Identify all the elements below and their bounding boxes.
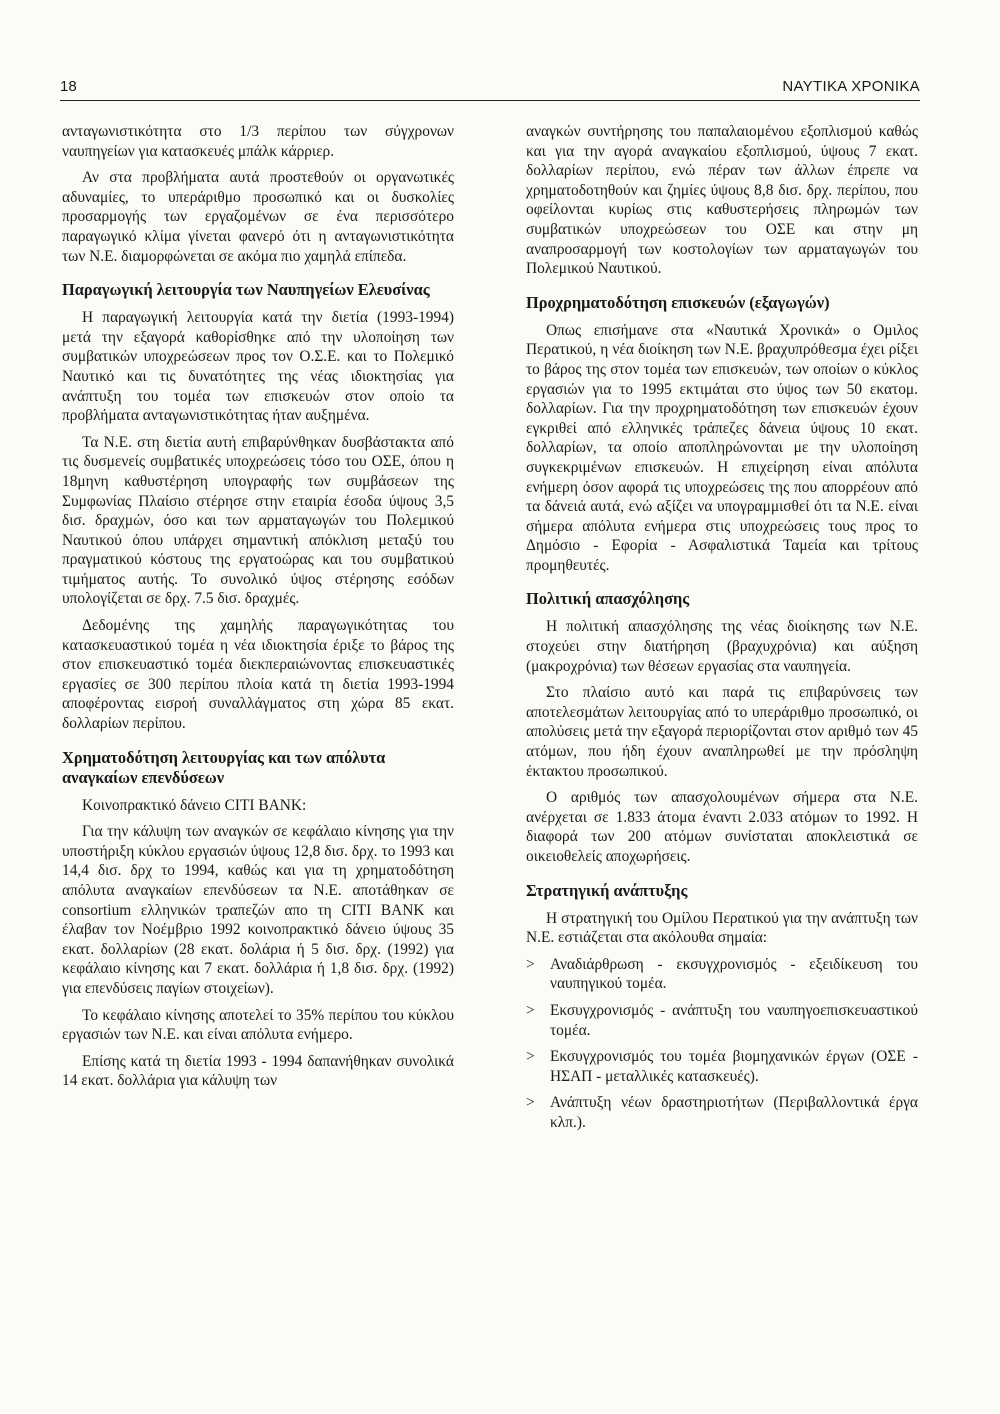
paragraph: Η πολιτική απασχόλησης της νέας διοίκησης των Ν.Ε. στοχεύει στην διατήρηση (βραχυχρόνια) και αύξηση (μακροχρόνια) των θέσεων εργασίας στα ναυπηγεία.: [526, 618, 918, 675]
paragraph: Για την κάλυψη των αναγκών σε κεφάλαιο κίνησης για την υποστήριξη κύκλου εργασιών ύψους 12,8 δισ. δρχ. το 1993 και 14,4 δισ. δρχ το 1994, καθώς και για τη χρηματοδότηση απόλυτα αναγκαίων επενδύσεων τα Ν.Ε. αποτάθηκαν σε consortium ελληνικών τραπεζών απο τη CITI BANK και έλαβαν τον Νοέμβριο 1992 κοινοπρακτικό δάνειο ύψους 35 εκατ. δολλαρίων (28 εκατ. δολάρια ή 5 δισ. δρχ. (1992) για κεφάλαιο κίνησης και 7 εκατ. δολλάρια ή 1,8 δισ. δρχ. (1992) για επενδύσεις παγίων στοιχείων).: [62, 823, 454, 997]
paragraph: Τα Ν.Ε. στη διετία αυτή επιβαρύνθηκαν δυσβάστακτα από τις δυσμενείς συμβατικές υποχρεώσεις τόσο του ΟΣΕ, όπου η 18μηνη καθυστέρηση υπογραφής των συμβάσεων της Συμφωνίας Πλαίσιο στέρησε στην εταιρία έσοδα ύψους 3,5 δισ. δραχμών, όσο και των αρματαγωγών του Πολεμικού Ναυτικού όπου υπάρχει σημαντική απόκλιση μεταξύ του πραγματικού κόστους της εργατοώρας και του συμβατικού τιμήματος αυτής. Το συνολικό ύψος στέρησης εσόδων υπολογίζεται σε δρχ. 7.5 δισ. δραχμές.: [62, 433, 454, 608]
list-item: [526, 1093, 918, 1132]
list-item: [526, 1047, 918, 1086]
bullet-marker: >: [526, 1048, 535, 1066]
list-item-text: Αναδιάρθρωση - εκσυγχρονισμός - εξειδίκευση του ναυπηγικού τομέα.: [550, 955, 918, 993]
paragraph: Δεδομένης της χαμηλής παραγωγικότητας του κατασκευαστικού τομέα η νέα ιδιοκτησία έριξε το βάρος της στον επισκευαστικό τομέα διεκπεραιώνοντας επισκευαστικές εργασίες σε 300 περίπου πλοία κατά τη διετία 1993-1994 αποφέροντας εισροή συναλλάγματος στη χώρα 85 εκατ. δολλαρίων περίπου.: [62, 617, 454, 733]
strategy-list: [526, 955, 918, 1133]
paragraph: αναγκών συντήρησης του παπαλαιομένου εξοπλισμού καθώς και για την αγορά αναγκαίου εξοπλισμού, ύψους 7 εκατ. δολλαρίων περίπου, ενώ πέραν των άλλων έπρεπε να χρηματοδοτηθούν και ζημίες ύψους 8,8 δισ. δρχ. περίπου, που οφείλονται κυρίως στις καθυστερήσεις πληρωμών των συμβατικών υποχρεώσεων του ΟΣΕ και στην μη αναπροσαρμογή των κοστολογίων των αρματαγωγών του Πολεμικού Ναυτικού.: [526, 123, 918, 278]
list-item-text: Ανάπτυξη νέων δραστηριοτήτων (Περιβαλλοντικά έργα κλπ.).: [550, 1094, 918, 1131]
paragraph: Κοινοπρακτικό δάνειο CITI BANK:: [82, 796, 307, 814]
paragraph: Αν στα προβλήματα αυτά προστεθούν οι οργανωτικές αδυναμίες, το υπεράριθμο προσωπικό και οι δυσκολίες προσαρμογής των εργαζομένων σε ένα περισσότερο παραγωγικό κλίμα γίνεται φανερό ότι η ανταγωνιστικότητα των Ν.Ε. διαμορφώνεται σε ακόμα πιο χαμηλά επίπεδα.: [62, 169, 454, 265]
bullet-marker: >: [526, 955, 535, 973]
section-heading: Παραγωγική λειτουργία των Ναυπηγείων Ελευσίνας: [62, 280, 430, 300]
section-heading: Στρατηγική ανάπτυξης: [526, 880, 688, 900]
paragraph: Η στρατηγική του Ομίλου Περατικού για την ανάπτυξη των Ν.Ε. εστιάζεται στα ακόλουθα σημαία:: [526, 909, 918, 947]
section-heading: Προχρηματοδότηση επισκευών (εξαγωγών): [526, 292, 830, 312]
list-item: [526, 955, 918, 994]
paragraph: Το κεφάλαιο κίνησης αποτελεί το 35% περίπου του κύκλου εργασιών των Ν.Ε. και είναι απόλυτα ενήμερο.: [62, 1006, 454, 1044]
paragraph: ανταγωνιστικότητα στο 1/3 περίπου των σύγχρονων ναυπηγείων για κατασκευές μπάλκ κάρριερ.: [62, 123, 454, 160]
paragraph: Επίσης κατά τη διετία 1993 - 1994 δαπανήθηκαν συνολικά 14 εκατ. δολλάρια για κάλυψη των: [62, 1052, 454, 1090]
section-heading: Πολιτική απασχόλησης: [526, 589, 690, 609]
paragraph: Στο πλαίσιο αυτό και παρά τις επιβαρύνσεις των αποτελεσμάτων λειτουργίας από το υπεράριθμο προσωπικό, οι απολύσεις μετά την εξαγορά περιορίζονται στον αριθμό των 45 ατόμων, που ήδη έχουν αναπληρωθεί με την πρόσληψη έκτακτου προσωπικού.: [526, 684, 918, 780]
page-header: [60, 76, 920, 101]
right-column: [526, 122, 918, 1140]
journal-title: ΝΑΥΤΙΚΑ ΧΡΟΝΙΚΑ: [782, 78, 920, 95]
left-column: [62, 122, 454, 1098]
list-item: [526, 1001, 918, 1040]
paragraph: Ο αριθμός των απασχολουμένων σήμερα στα Ν.Ε. ανέρχεται σε 1.833 άτομα έναντι 2.033 ατόμων το 1992. Η διαφορά των 200 ατόμων συνίσταται αποκλειστικά σε οικειοθελείς αποχωρήσεις.: [526, 789, 918, 865]
bullet-marker: >: [526, 1094, 535, 1112]
list-item-text: Εκσυγχρονισμός - ανάπτυξη του ναυπηγοεπισκευαστικού τομέα.: [550, 1001, 918, 1039]
section-heading: Χρηματοδότηση λειτουργίας και των απόλυτα αναγκαίων επενδύσεων: [62, 747, 386, 787]
paragraph: Οπως επισήμανε στα «Ναυτικά Χρονικά» ο Ομιλος Περατικού, η νέα διοίκηση των Ν.Ε. βραχυπρόθεσμα έχει ρίξει το βάρος της στον τομέα των επισκευών, των οποίων ο κύκλος εργασιών για το 1995 εκτιμάται στο ύψος των 50 εκατομ. δολλαρίων. Για την προχρηματοδότηση των επισκευών έχουν εγκριθεί από ελληνικές τράπεζες δάνεια ύψους 10 εκατ. δολλαρίων, τα οποίο αποπληρώνονται με την υλοποίηση συγκεκριμένων επισκευών. Η επιχείρηση είναι απόλυτα ενήμερη όσον αφορά τις υποχρεώσεις της που απορρέουν από τα δάνειά αυτά, ενώ αξίζει να υπογραμμισθεί ότι τα Ν.Ε. είναι σήμερα απόλυτα ενήμερα στις υποχρεώσεις τους προς το Δημόσιο - Εφορία - Ασφαλιστικά Ταμεία και τρίτους προμηθευτές.: [526, 321, 918, 574]
paragraph: Η παραγωγική λειτουργία κατά την διετία (1993-1994) μετά την εξαγορά καθορίσθηκε από την υλοποίηση των συμβατικών υποχρεώσεων προς τον Ο.Σ.Ε. και το Πολεμικό Ναυτικό και τις δυνατότητες της νέας ιδιοκτησίας για ανάπτυξη του τομέα των επισκευών στον οποίο τα προβλήματα ανταγωνιστικότητας ήταν αυξημένα.: [62, 309, 454, 425]
list-item-text: Εκσυγχρονισμός του τομέα βιομηχανικών έργων (ΟΣΕ - ΗΣΑΠ - μεταλλικές κατασκευές).: [550, 1048, 918, 1085]
page-number: 18: [60, 78, 77, 95]
bullet-marker: >: [526, 1001, 535, 1019]
